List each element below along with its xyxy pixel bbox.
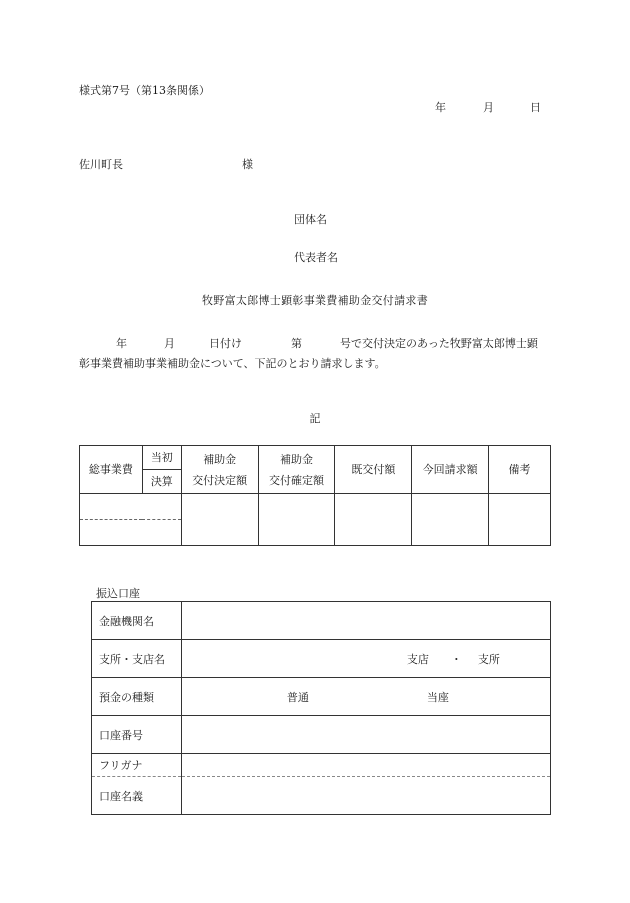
deposit-option-touza[interactable]: 当座 bbox=[426, 690, 449, 704]
account-number-field[interactable] bbox=[181, 716, 550, 754]
body-year: 年 bbox=[116, 337, 127, 350]
bank-name-field[interactable] bbox=[181, 602, 550, 640]
already-paid-cell bbox=[335, 494, 412, 546]
form-number: 様式第7号（第13条関係） bbox=[79, 84, 210, 97]
date-day: 日 bbox=[530, 101, 541, 114]
already-paid-header: 既交付額 bbox=[335, 446, 412, 494]
grant-decided-cell bbox=[181, 494, 258, 546]
grant-confirmed-line1: 補助金 bbox=[280, 452, 314, 466]
account-holder-label: 口座名義 bbox=[92, 777, 182, 815]
grant-confirmed-cell bbox=[258, 494, 335, 546]
branch-field[interactable] bbox=[181, 640, 550, 678]
document-title: 牧野富太郎博士顕彰事業費補助金交付請求書 bbox=[202, 294, 428, 307]
deposit-type-label: 預金の種類 bbox=[92, 678, 182, 716]
group-name-label: 団体名 bbox=[294, 213, 327, 226]
total-cost-header: 総事業費 bbox=[80, 446, 143, 494]
date-month: 月 bbox=[483, 101, 494, 114]
deposit-type-field[interactable] bbox=[181, 678, 550, 716]
date-year: 年 bbox=[435, 101, 446, 114]
grant-confirmed-line2: 交付確定額 bbox=[269, 473, 325, 487]
remarks-header: 備考 bbox=[489, 446, 551, 494]
grant-table bbox=[79, 445, 551, 546]
grant-confirmed-header bbox=[258, 446, 335, 494]
account-holder-field[interactable] bbox=[181, 777, 550, 815]
body-line-1 bbox=[79, 335, 538, 351]
grant-decided-line1: 補助金 bbox=[203, 452, 237, 466]
addressee-name: 佐川町長 bbox=[79, 158, 123, 171]
addressee-honorific: 様 bbox=[242, 158, 253, 171]
deposit-option-futsu[interactable]: 普通 bbox=[286, 690, 309, 704]
furigana-label: フリガナ bbox=[92, 754, 182, 777]
date-line bbox=[435, 99, 541, 115]
account-number-label: 口座番号 bbox=[92, 716, 182, 754]
body-dated: 日付け bbox=[209, 337, 242, 350]
initial-value-cell bbox=[80, 494, 182, 520]
body-month: 月 bbox=[164, 337, 175, 350]
branch-option-shiten[interactable]: 支店 bbox=[406, 652, 429, 666]
furigana-field[interactable] bbox=[181, 754, 550, 777]
account-caption: 振込口座 bbox=[96, 587, 140, 600]
current-request-cell bbox=[412, 494, 489, 546]
body-rest: 号で交付決定のあった牧野富太郎博士顕 bbox=[340, 337, 538, 350]
grant-decided-header bbox=[181, 446, 258, 494]
remarks-cell bbox=[489, 494, 551, 546]
ki-label: 記 bbox=[309, 412, 321, 425]
settlement-header: 決算 bbox=[142, 470, 181, 494]
settlement-value-cell bbox=[80, 520, 182, 546]
grant-decided-line2: 交付決定額 bbox=[192, 473, 248, 487]
current-request-header: 今回請求額 bbox=[412, 446, 489, 494]
body-no-prefix: 第 bbox=[291, 337, 302, 350]
bank-name-label: 金融機関名 bbox=[92, 602, 182, 640]
branch-option-dot: ・ bbox=[450, 652, 462, 666]
representative-label: 代表者名 bbox=[294, 251, 338, 264]
branch-label: 支所・支店名 bbox=[92, 640, 182, 678]
branch-option-shisho[interactable]: 支所 bbox=[477, 652, 500, 666]
initial-header: 当初 bbox=[142, 446, 181, 470]
body-line-2: 彰事業費補助事業補助金について、下記のとおり請求します。 bbox=[79, 357, 386, 370]
account-table bbox=[91, 601, 551, 815]
